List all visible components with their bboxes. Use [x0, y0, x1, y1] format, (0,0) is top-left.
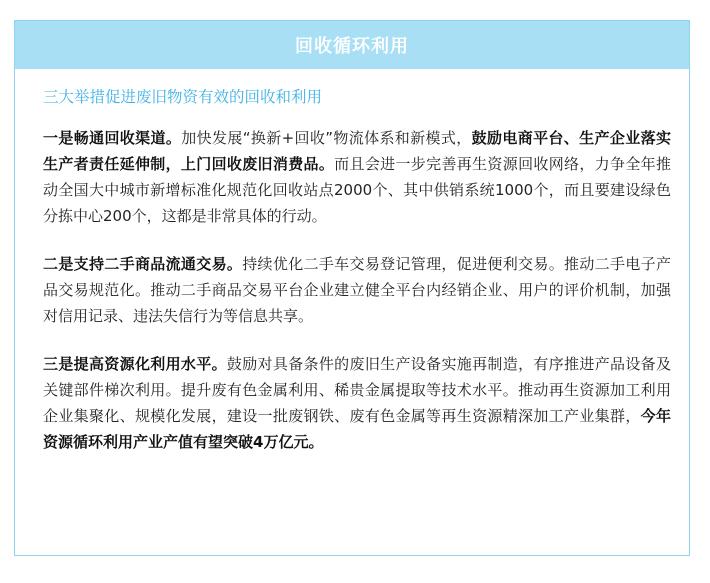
paragraph-2-text: 持续优化二手车交易登记管理，促进便利交易。推动二手电子产品交易规范化。推动二手商品交易平台企业建立健全平台内经销企业、用户的评价机制，加强对信用记录、违法失信行为等信息共享。 — [43, 255, 671, 325]
paragraph-3 — [43, 351, 671, 455]
card-body — [15, 69, 689, 455]
paragraph-1-emphasis: 鼓励电商平台、生产企业落实生产者责任延伸制，上门回收废旧消费品。 — [43, 129, 671, 173]
card-title: 回收循环利用 — [295, 36, 409, 57]
paragraph-1 — [43, 125, 671, 229]
paragraph-2-lead: 二是支持二手商品流通交易。 — [43, 255, 243, 273]
paragraph-3-text: 鼓励对具备条件的废旧生产设备实施再制造，有序推进产品设备及关键部件梯次利用。提升废有色金属利用、稀贵金属提取等技术水平。推动再生资源加工利用企业集聚化、规模化发展，建设一批废钢铁、废有色金属等再生资源精深加工产业集群， — [43, 355, 671, 425]
section-subtitle: 三大举措促进废旧物资有效的回收和利用 — [43, 88, 323, 106]
paragraph-3-emphasis: 今年资源循环利用产业产值有望突破4万亿元。 — [43, 407, 671, 451]
paragraph-1-lead: 一是畅通回收渠道。 — [43, 129, 182, 147]
paragraph-1-text-2: 而且会进一步完善再生资源回收网络，力争全年推动全国大中城市新增标准化规范化回收站点2000个、其中供销系统1000个，而且要建设绿色分拣中心200个，这都是非常具体的行动。 — [43, 155, 671, 225]
card-header — [15, 21, 689, 69]
content-card — [14, 20, 690, 556]
paragraph-1-text: 加快发展“换新+回收”物流体系和新模式， — [181, 129, 472, 147]
paragraph-3-lead: 三是提高资源化利用水平。 — [43, 355, 227, 373]
paragraph-2 — [43, 251, 671, 329]
